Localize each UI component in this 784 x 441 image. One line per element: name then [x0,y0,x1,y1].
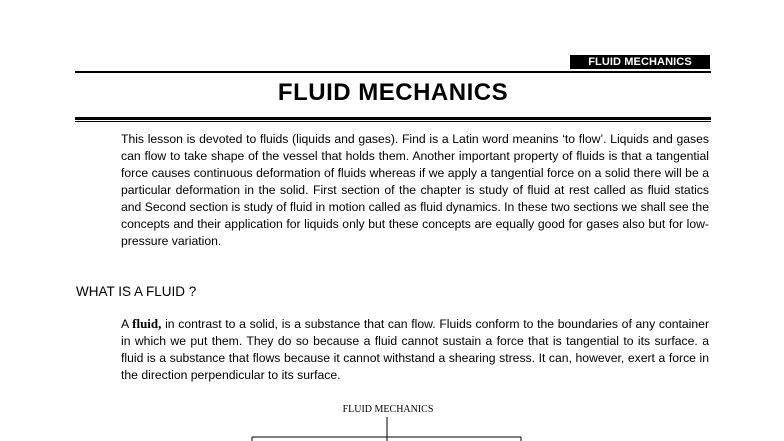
diagram-root-label: FLUID MECHANICS [342,404,434,415]
section-header-tag: FLUID MECHANICS [570,55,710,69]
intro-paragraph: This lesson is devoted to fluids (liquids and gases). Find is a Latin word meanins ‘to flow’. Liquids and gases can flow to take shape of the vessel that holds them. Another important property of fluids is that a tangential force causes continuous deformation of fluids whereas if we apply a tangential force on a solid there will be a particular deformation in the solid. First section of the chapter is study of fluid at rest called as fluid statics and Second section is study of fluid in motion called as fluid dynamics. In these two sections we shall see the concepts and their application for liquids only but these concepts are equally good for gases also but for low-pressure variation. [121,132,709,248]
definition-body: in contrast to a solid, is a substance that can flow. Fluids conform to the boundaries of any container in which we put them. They do so because a fluid cannot sustain a force that is tangential to its surface. a fluid is a substance that flows because it cannot withstand a shearing stress. It can, however, exert a force in the direction perpendicular to its surface. [121,317,710,382]
page-title: FLUID MECHANICS [277,79,509,106]
lead-prefix: A [121,317,133,331]
fluid-term: fluid, [132,316,162,331]
section-heading: WHAT IS A FLUID ? [76,284,197,299]
